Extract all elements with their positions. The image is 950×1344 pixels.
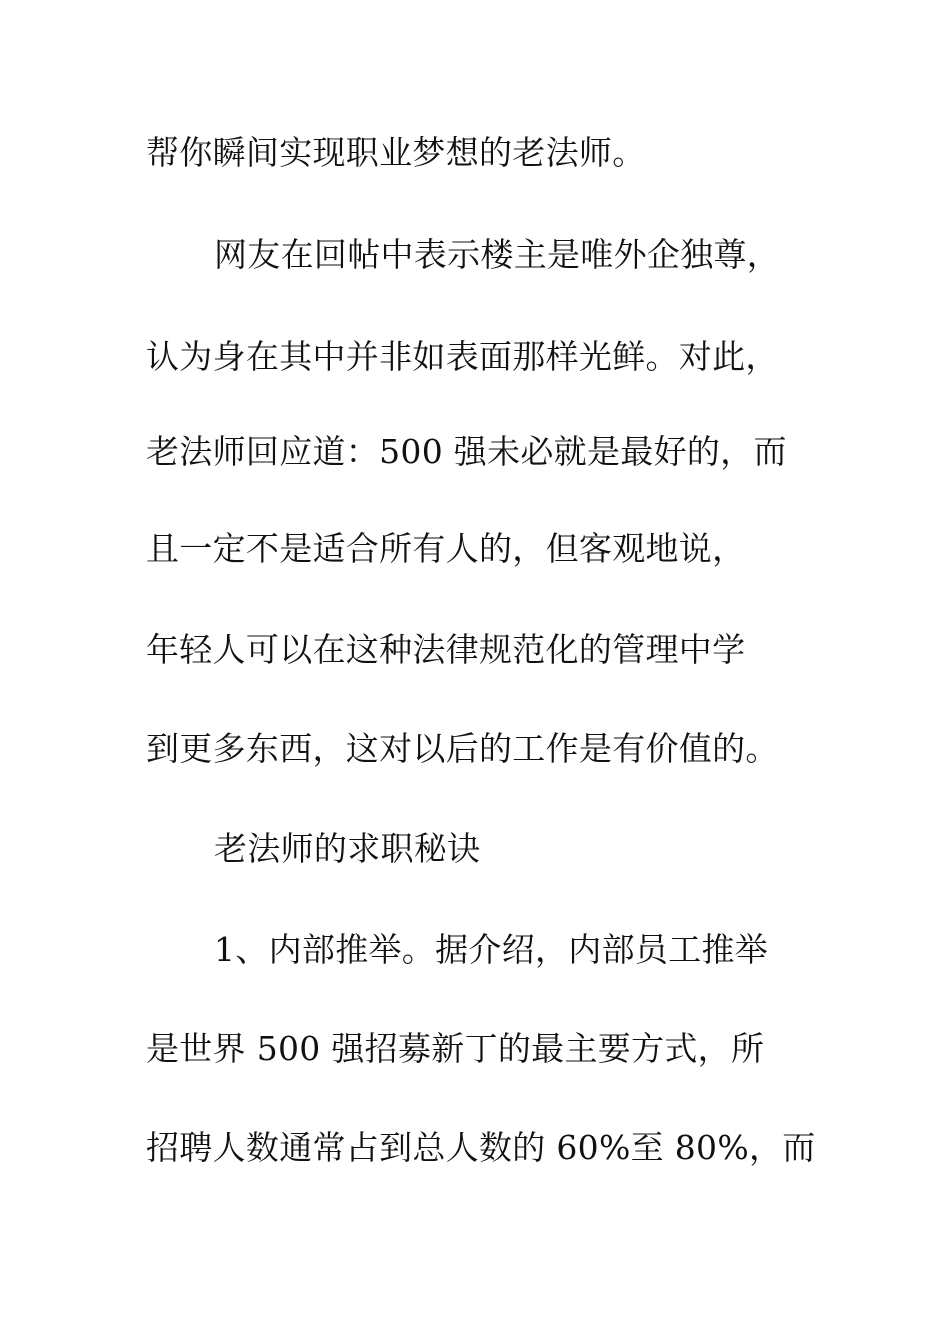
paragraph-line: 到更多东西，这对以后的工作是有价值的。 <box>146 729 779 768</box>
paragraph-line: 网友在回帖中表示楼主是唯外企独尊， <box>214 235 781 274</box>
section-heading: 老法师的求职秘诀 <box>214 829 481 868</box>
paragraph-line: 是世界 500 强招募新丁的最主要方式，所 <box>146 1029 765 1068</box>
paragraph-line: 1、内部推举。据介绍，内部员工推举 <box>214 930 769 969</box>
paragraph-line: 招聘人数通常占到总人数的 60%至 80%，而 <box>146 1128 816 1167</box>
paragraph-line: 且一定不是适合所有人的，但客观地说， <box>146 529 746 568</box>
paragraph-line: 认为身在其中并非如表面那样光鲜。对此， <box>146 337 779 376</box>
paragraph-line: 年轻人可以在这种法律规范化的管理中学 <box>146 630 746 669</box>
paragraph-line: 帮你瞬间实现职业梦想的老法师。 <box>146 133 646 172</box>
paragraph-line: 老法师回应道：500 强未必就是最好的，而 <box>146 432 787 471</box>
